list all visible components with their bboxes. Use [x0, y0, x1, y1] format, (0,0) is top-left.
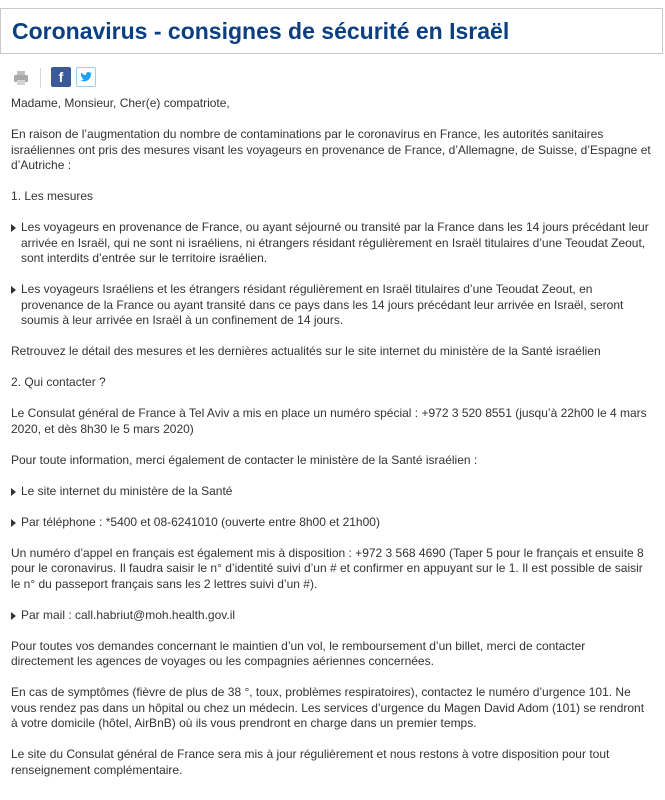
measure-item-1	[11, 220, 651, 267]
toolbar-divider	[40, 68, 41, 88]
title-bar	[0, 8, 663, 54]
facebook-icon[interactable]: f	[51, 67, 71, 87]
measure-text: Les voyageurs en provenance de France, ou ayant séjourné ou transité par la France dans les 14 jours précédant leur arrivée en Israël, qui ne sont ni israéliens, ni étrangers résidant régulièrement en Israël titulaires d’une Teoudat Zeout, sont interdits d’entrée sur le territoire israélien.	[21, 220, 649, 265]
flights-paragraph: Pour toutes vos demandes concernant le maintien d’un vol, le remboursement d’un billet, merci de contacter directement les agences de voyages ou les compagnies aériennes concernées.	[11, 638, 586, 668]
symptoms-paragraph: En cas de symptômes (fièvre de plus de 38 °, toux, problèmes respiratoires), contactez le numéro d’urgence 101. Ne vous rendez pas dans un hôpital ou chez un médecin. Les services d’urgence du Magen David Adom (101) se rendront à votre domicile (hôtel, AirBnB) où ils vous prendront en charge dans un premier temps.	[11, 685, 645, 730]
intro-paragraph: En raison de l’augmentation du nombre de contaminations par le coronavirus en France, les autorités sanitaires israéliennes ont pris des mesures visant les voyageurs en provenance de France, d’Allemagne, de Suisse, d’Espagne et d’Autriche :	[11, 127, 651, 172]
section-heading-measures: 1. Les mesures	[11, 189, 94, 203]
consulate-number-paragraph: Le Consulat général de France à Tel Aviv a mis en place un numéro spécial : +972 3 520 8551 (jusqu’à 22h00 le 4 mars 2020, et dès 8h30 le 5 mars 2020)	[11, 406, 647, 436]
contact-web-item[interactable]	[11, 484, 651, 500]
contact-mail-text: Par mail : call.habriut@moh.health.gov.il	[21, 607, 236, 622]
greeting: Madame, Monsieur, Cher(e) compatriote,	[11, 96, 230, 110]
measure-text: Les voyageurs Israéliens et les étrangers résidant régulièrement en Israël titulaires d’une Teoudat Zeout, en provenance de la France ou ayant transité dans ce pays dans les 14 jours précédant leur arrivée en Israël, seront soumis à leur arrivée en Israël à un confinement de 14 jours.	[21, 282, 624, 327]
article-body	[11, 96, 651, 794]
french-line-paragraph: Un numéro d’appel en français est également mis à disposition : +972 3 568 4690 (Taper 5 pour le français et ensuite 8 pour le coronavirus. Il faudra saisir le n° d’identité suivi d’un # et confirmer en appuyant sur le 1. Il est possible de saisir le n° du passeport français sans les 2 lettres suivi d’un #).	[11, 545, 644, 591]
contact-web-link[interactable]: Le site internet du ministère de la Santé	[21, 483, 233, 498]
share-toolbar	[13, 67, 103, 89]
bullet-arrow-icon	[11, 286, 16, 294]
contact-phone-text: Par téléphone : *5400 et 08-6241010 (ouverte entre 8h00 et 21h00)	[21, 514, 380, 529]
bullet-arrow-icon	[11, 612, 16, 620]
page-title: Coronavirus - consignes de sécurité en Israël	[12, 18, 510, 44]
bullet-arrow-icon	[11, 488, 16, 496]
measure-item-2	[11, 282, 651, 329]
twitter-icon[interactable]	[76, 67, 96, 87]
bullet-arrow-icon	[11, 224, 16, 232]
section-heading-contacts: 2. Qui contacter ?	[11, 375, 106, 389]
details-paragraph: Retrouvez le détail des mesures et les dernières actualités sur le site internet du ministère de la Santé israélien	[11, 344, 601, 358]
closing-paragraph: Le site du Consulat général de France sera mis à jour régulièrement et nous restons à votre disposition pour tout renseignement complémentaire.	[11, 747, 610, 777]
bullet-arrow-icon	[11, 519, 16, 527]
printer-icon[interactable]	[13, 70, 29, 86]
info-paragraph: Pour toute information, merci également de contacter le ministère de la Santé israélien :	[11, 452, 478, 467]
contact-mail-item	[11, 608, 651, 624]
contact-phone-item	[11, 515, 651, 531]
